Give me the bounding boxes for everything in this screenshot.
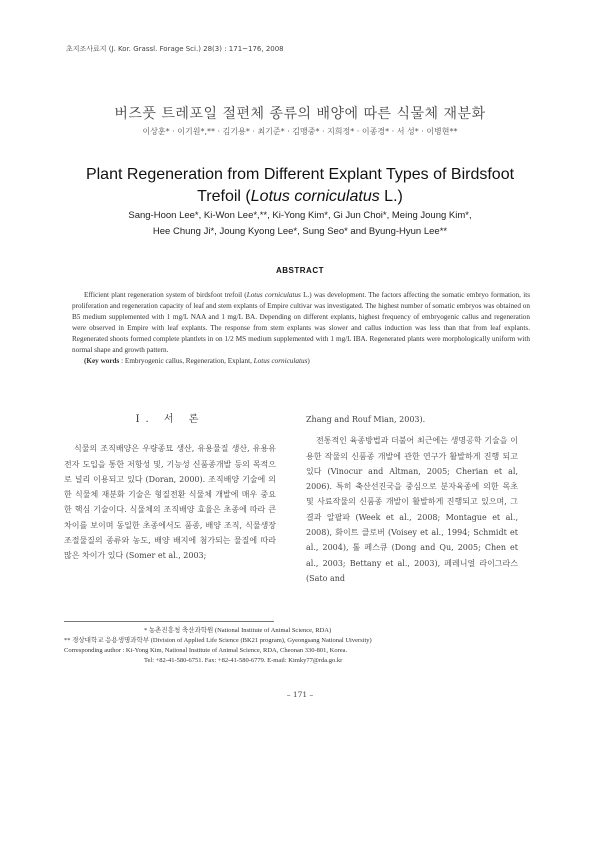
abstract-body: [72, 290, 530, 367]
section-heading-introduction: Ⅰ. 서 론: [135, 414, 205, 425]
english-title-line2-pre: Trefoil (: [197, 188, 251, 205]
korean-title: 버즈풋 트레포일 절편체 종류의 배양에 따른 식물체 재분화: [114, 106, 486, 122]
keywords-species: Lotus corniculatus: [253, 357, 308, 365]
species-name: Lotus corniculatus: [250, 188, 380, 205]
page-number: – 171 –: [286, 690, 314, 699]
abstract-text: [72, 290, 530, 356]
keywords: [72, 356, 530, 367]
intro-right-paragraph-1: Zhang and Rouf Mian, 2003).: [306, 415, 426, 424]
english-authors-line1: Sang-Hoon Lee*, Ki-Won Lee*,**, Ki-Yong Kim*, Gi Jun Choi*, Meing Joung Kim*,: [128, 210, 472, 221]
keywords-text: : Embryogenic callus, Regeneration, Explant,: [119, 357, 254, 365]
abstract-text-post: L.) was development. The factors affecting the somatic embryo formation, its proliferation and regeneration capacity of leaf and stem explants of Empire cultivar was investigated. The highest number of somatic embryos was obtained on B5 medium supplemented with 1 mg/L NAA and 1 mg/L BA. Depending on different explants, highest frequency of embryogenic callus and regeneration were observed in Empire with leaf explants. The response from stem explants was slower and callus induction was less than that from leaf explants. Regenerated shoots formed complete plantlets in on 1/2 MS medium supplemented with 1 mg/L IBA. Regenerated plants were morphologically uniform with normal shape and growth pattern.: [72, 291, 530, 354]
english-title-line2-post: L.): [379, 188, 403, 205]
right-column: [306, 412, 518, 586]
english-title: [40, 164, 560, 208]
abstract-heading: ABSTRACT: [276, 266, 324, 275]
footnote-affiliation-2: ** 경상대학교 응용생명과학부 (Division of Applied Life Science (BK21 program), Gyeongsang National Uiversity): [64, 637, 372, 644]
intro-right-paragraph-2: 전통적인 육종방법과 더불어 최근에는 생명공학 기술을 이용한 작물의 신품종 개발에 관한 연구가 활발하게 진행 되고 있다 (Vinocur and Altman, 2005; Cherian et al, 2006). 특히 축산선진국을 중심으로 분자육종에 의한 목초 및 사료작물의 신품종 개발이 활발하게 진행되고 있으며, 그 결과 알팔파 (Week et al., 2008; Montague et al., 2008), 화이트 클로버 (Voisey et al., 1994; Schmidt et al., 2004), 톨 페스큐 (Dong and Qu, 2005; Chen et al., 2003; Bettany et al., 2003), 페레니얼 라이그라스 (Sato and: [306, 436, 518, 583]
footnote-affiliation-1: * 농촌진흥청 축산과학원 (National Institute of Animal Science, RDA): [144, 627, 332, 634]
left-column: [64, 412, 276, 564]
korean-authors: 이상훈* · 이기원*,** · 김기용* · 최기준* · 김맹중* · 지희정* · 이종경* · 서 성* · 이병현**: [142, 127, 458, 136]
abstract-species: Lotus corniculatus: [246, 291, 301, 299]
keywords-label: (Key words: [84, 357, 120, 365]
footnotes: [64, 626, 534, 666]
english-authors-line2: Hee Chung Ji*, Joung Kyong Lee*, Sung Seo* and Byung-Hyun Lee**: [152, 226, 448, 237]
english-title-line2: [40, 186, 560, 208]
journal-header: 초지조사료지 (J. Kor. Grassl. Forage Sci.) 28(3) : 171~176, 2008: [66, 45, 284, 53]
english-authors: [40, 208, 560, 240]
english-title-line1: Plant Regeneration from Different Explant Types of Birdsfoot: [85, 166, 515, 183]
footnote-divider: [64, 621, 274, 622]
abstract-text-pre: Efficient plant regeneration system of birdsfoot trefoil (: [84, 291, 247, 299]
intro-left-paragraph: 식물의 조직배양은 우량종묘 생산, 유용물질 생산, 유용유전자 도입을 통한 저항성 및, 기능성 신품종개발 등의 목적으로 널리 이용되고 있다 (Doran, 2000). 조직배양 기술에 의한 식물체 재분화 기술은 형질전환 식물체 개발에 매우 중요한 핵심 기술이다. 식물체의 조직배양 효율은 초종에 따라 큰 차이를 보이며 동일한 초종에서도 품종, 배양 조직, 식물생장조절물질의 종류와 농도, 배양 배지에 첨가되는 물질에 따라 많은 차이가 있다 (Somer et al., 2003;: [64, 444, 276, 561]
footnote-corresponding-author: Corresponding author : Ki-Yong Kim, National Institute of Animal Science, RDA, Cheonan 330-801, Korea.: [64, 647, 348, 654]
footnote-contact: Tel: +82-41-580-6751. Fax: +82-41-580-6779. E-mail: Kimky77@rda.go.kr: [144, 657, 343, 664]
keywords-end: ): [307, 357, 310, 365]
